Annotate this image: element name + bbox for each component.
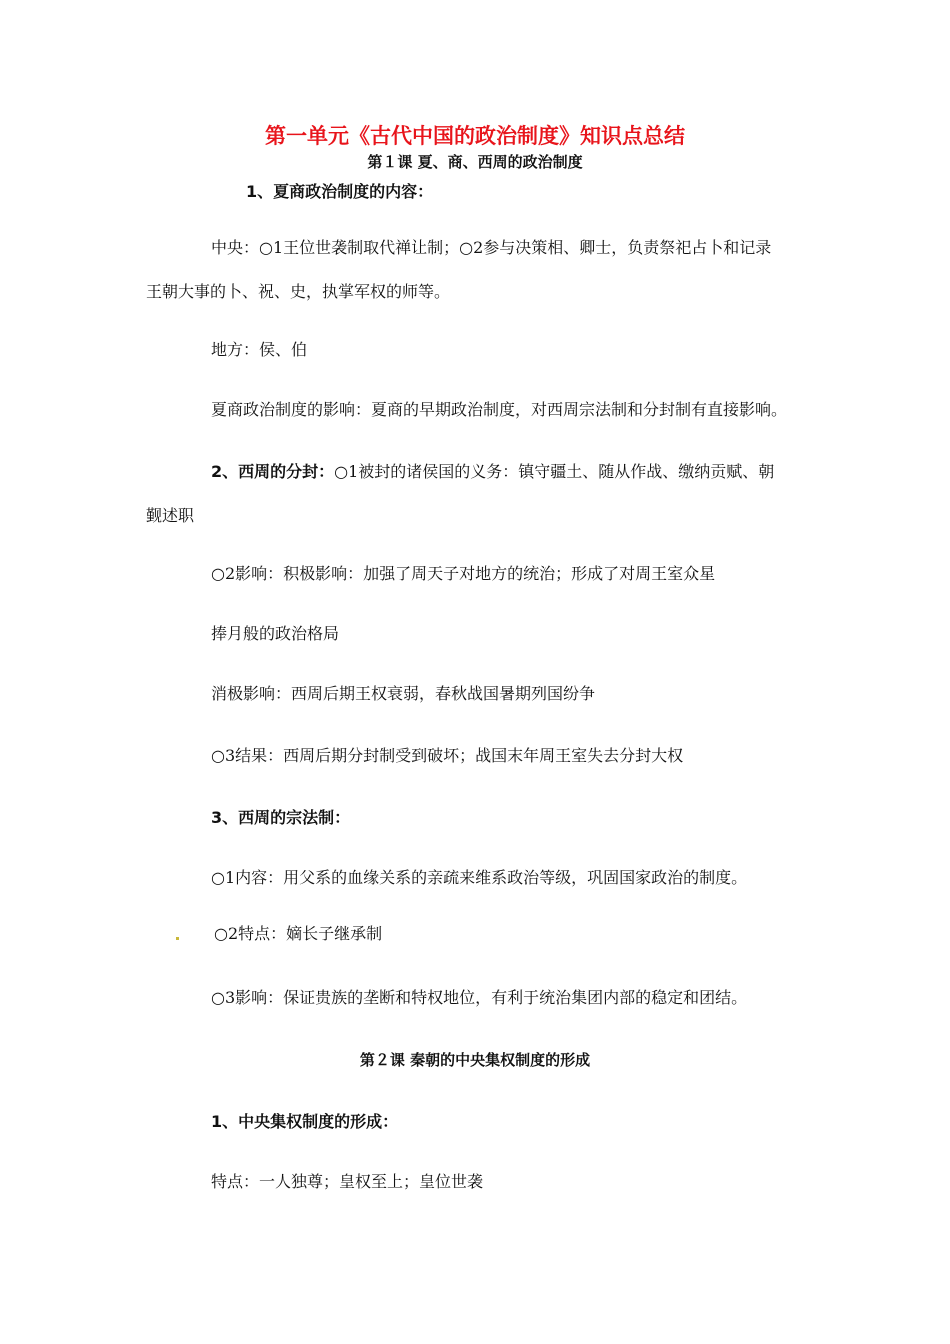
fenfeng-duties: ○1被封的诸侯国的义务：镇守疆土、随从作战、缴纳贡赋、朝 — [334, 462, 775, 481]
fenfeng-line-1 — [211, 462, 774, 482]
section-heading-centralization: 1、中央集权制度的形成： — [211, 1112, 399, 1131]
central-line-2: 王朝大事的卜、祝、史，执掌军权的师等。 — [146, 282, 451, 301]
stray-mark — [176, 937, 179, 940]
unit-title: 第一单元《古代中国的政治制度》知识点总结 — [265, 124, 685, 148]
zongfa-content: ○1内容：用父系的血缘关系的亲疏来维系政治等级，巩固国家政治的制度。 — [211, 868, 748, 887]
section-heading-zongfa: 3、西周的宗法制： — [211, 808, 351, 827]
local-line: 地方：侯、伯 — [211, 340, 308, 359]
zongfa-feature: ○2特点：嫡长子继承制 — [214, 924, 383, 943]
lesson1-heading: 第１课 夏、商、西周的政治制度 — [367, 153, 583, 171]
fenfeng-result: ○3结果：西周后期分封制受到破坏；战国末年周王室失去分封大权 — [211, 746, 684, 765]
lesson2-heading: 第２课 秦朝的中央集权制度的形成 — [359, 1051, 591, 1069]
fenfeng-line-2: 觐述职 — [146, 506, 195, 525]
centralization-feature: 特点：一人独尊；皇权至上；皇位世袭 — [211, 1172, 484, 1191]
xia-shang-influence: 夏商政治制度的影响：夏商的早期政治制度，对西周宗法制和分封制有直接影响。 — [211, 400, 788, 419]
zongfa-influence: ○3影响：保证贵族的垄断和特权地位，有利于统治集团内部的稳定和团结。 — [211, 988, 748, 1007]
fenfeng-influence-1: ○2影响：积极影响：加强了周天子对地方的统治；形成了对周王室众星 — [211, 564, 716, 583]
section-heading-xia-shang: 1、夏商政治制度的内容： — [246, 182, 434, 201]
central-line-1: 中央：○1王位世袭制取代禅让制；○2参与决策相、卿士，负责祭祀占卜和记录 — [211, 238, 772, 257]
fenfeng-negative: 消极影响：西周后期王权衰弱，春秋战国暑期列国纷争 — [211, 684, 596, 703]
fenfeng-influence-2: 捧月般的政治格局 — [211, 624, 340, 643]
section-heading-fenfeng: 2、西周的分封： — [211, 462, 335, 481]
